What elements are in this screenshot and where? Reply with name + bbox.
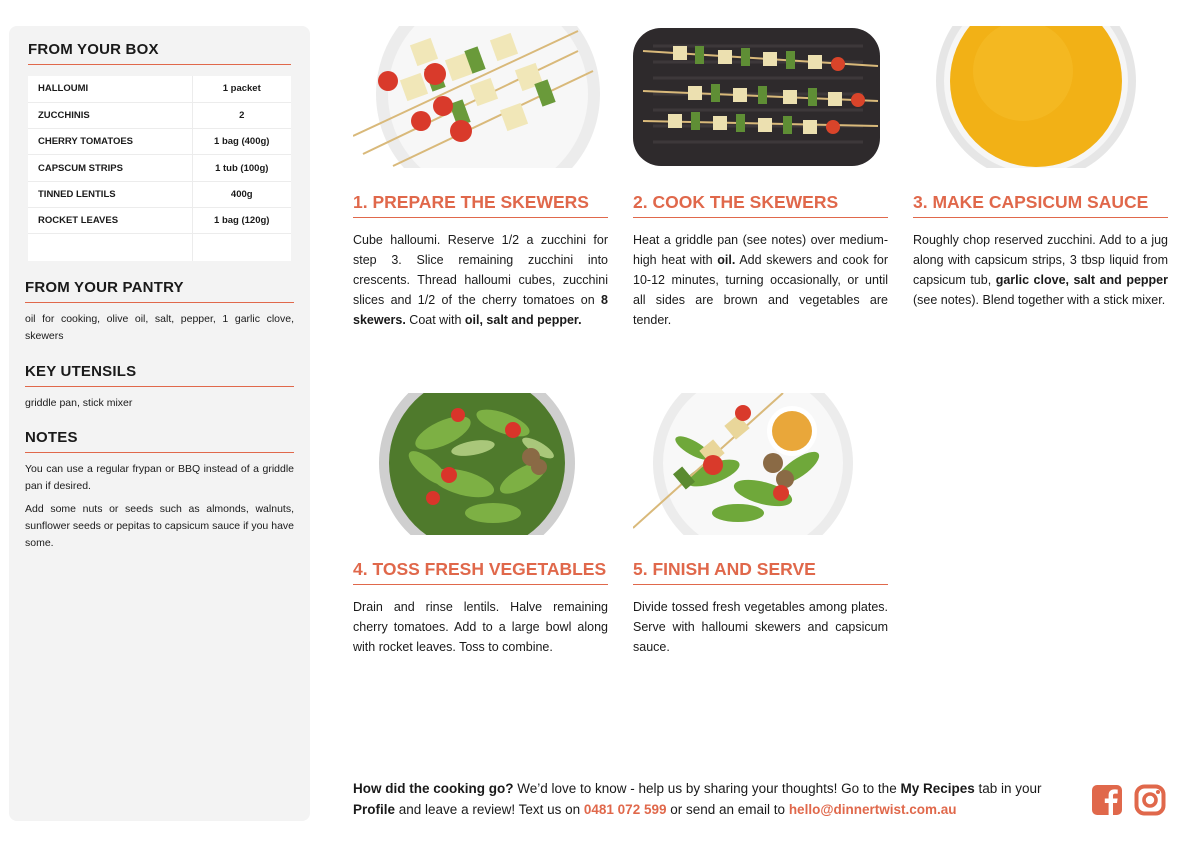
- step-text-bold: garlic clove, salt and pepper: [995, 273, 1168, 287]
- step-text-span: (see notes). Blend together with a stick mixer.: [913, 293, 1166, 307]
- step-4: [353, 393, 608, 657]
- note-text: You can use a regular frypan or BBQ instead of a griddle pan if desired.: [25, 463, 294, 492]
- step-1-title: 1. PREPARE THE SKEWERS: [353, 192, 608, 218]
- ingredient-qty: 1 bag (400g): [192, 129, 291, 155]
- notes-section: [25, 429, 294, 552]
- step-1-text: [353, 230, 608, 330]
- ingredient-name: CHERRY TOMATOES: [28, 129, 192, 155]
- step-2-photo: [633, 26, 888, 168]
- from-your-box-heading: FROM YOUR BOX: [28, 41, 291, 65]
- ingredient-row: [28, 155, 291, 181]
- email-link[interactable]: hello@dinnertwist.com.au: [788, 802, 957, 817]
- ingredient-qty: 1 tub (100g): [192, 155, 291, 181]
- phone-link[interactable]: 0481 072 599: [583, 802, 667, 817]
- ingredient-name: ZUCCHINIS: [28, 102, 192, 128]
- ingredient-qty: 400g: [192, 181, 291, 207]
- utensils-text: griddle pan, stick mixer: [25, 397, 133, 409]
- ingredient-name: CAPSCUM STRIPS: [28, 155, 192, 181]
- blank-cell: [192, 234, 291, 261]
- step-2-title: 2. COOK THE SKEWERS: [633, 192, 888, 218]
- step-4-photo: [353, 393, 608, 535]
- ingredient-row: [28, 181, 291, 207]
- step-5: [633, 393, 888, 657]
- ingredient-row: [28, 207, 291, 233]
- step-2-text: [633, 230, 888, 330]
- sidebar: [9, 26, 310, 821]
- step-5-title: 5. FINISH AND SERVE: [633, 559, 888, 585]
- my-recipes-link[interactable]: My Recipes: [900, 781, 975, 796]
- step-3: [913, 26, 1168, 310]
- ingredients-table: [28, 76, 291, 261]
- facebook-icon[interactable]: [1091, 784, 1123, 816]
- step-text-span: Heat a griddle pan (see notes) over medium-high heat with: [633, 233, 888, 267]
- ingredient-name: TINNED LENTILS: [28, 181, 192, 207]
- instagram-icon[interactable]: [1134, 784, 1166, 816]
- pantry-heading: FROM YOUR PANTRY: [25, 279, 294, 303]
- footer-text: and leave a review! Text us on: [395, 802, 584, 817]
- ingredient-qty: 1 packet: [192, 76, 291, 102]
- ingredient-name: HALLOUMI: [28, 76, 192, 102]
- step-text-bold: 8 skewers.: [353, 293, 608, 327]
- footer-text: We’d love to know - help us by sharing your thoughts! Go to the: [513, 781, 901, 796]
- feedback-footer: [353, 778, 1073, 820]
- step-5-text: Divide tossed fresh vegetables among plates. Serve with halloumi skewers and capsicum sauce.: [633, 600, 888, 654]
- ingredient-row: [28, 129, 291, 155]
- step-1-photo: [353, 26, 608, 168]
- blank-row: [28, 234, 291, 261]
- blank-cell: [28, 234, 192, 261]
- footer-question: How did the cooking go?: [353, 781, 514, 796]
- step-text-bold: oil, salt and pepper.: [464, 313, 582, 327]
- step-text-span: Coat with: [405, 313, 465, 327]
- step-text-span: Roughly chop reserved zucchini. Add to a jug along with capsicum strips, 3 tbsp liquid from capsicum tub,: [913, 233, 1168, 287]
- step-text-bold: oil.: [717, 253, 736, 267]
- step-4-text: Drain and rinse lentils. Halve remaining cherry tomatoes. Add to a large bowl along with rocket leaves. Toss to combine.: [353, 600, 608, 654]
- ingredient-name: ROCKET LEAVES: [28, 207, 192, 233]
- note-text: Add some nuts or seeds such as almonds, walnuts, sunflower seeds or pepitas to capsicum sauce if you have some.: [25, 503, 294, 549]
- footer-text: tab in your: [974, 781, 1042, 796]
- step-2: [633, 26, 888, 330]
- footer-text: or send an email to: [666, 802, 789, 817]
- step-3-text: [913, 230, 1168, 310]
- utensils-heading: KEY UTENSILS: [25, 363, 294, 387]
- step-text-span: Add skewers and cook for 10-12 minutes, turning occasionally, or until all sides are brown and vegetables are tender.: [633, 253, 889, 327]
- ingredient-qty: 1 bag (120g): [192, 207, 291, 233]
- step-5-photo: [633, 393, 888, 535]
- utensils-section: [25, 363, 294, 412]
- step-1: [353, 26, 608, 330]
- step-text-span: Cube halloumi. Reserve 1/2 a zucchini for step 3. Slice remaining zucchini into crescents. Thread halloumi cubes, zucchini slices and 1/2 of the cherry tomatoes on: [353, 233, 608, 307]
- step-3-title: 3. MAKE CAPSICUM SAUCE: [913, 192, 1168, 218]
- ingredient-row: [28, 102, 291, 128]
- pantry-text: oil for cooking, olive oil, salt, pepper, 1 garlic clove, skewers: [25, 313, 294, 342]
- ingredient-row: [28, 76, 291, 102]
- step-3-photo: [913, 26, 1168, 168]
- pantry-section: [25, 279, 294, 345]
- notes-heading: NOTES: [25, 429, 294, 453]
- profile-link[interactable]: Profile: [353, 802, 396, 817]
- step-4-title: 4. TOSS FRESH VEGETABLES: [353, 559, 608, 585]
- ingredient-qty: 2: [192, 102, 291, 128]
